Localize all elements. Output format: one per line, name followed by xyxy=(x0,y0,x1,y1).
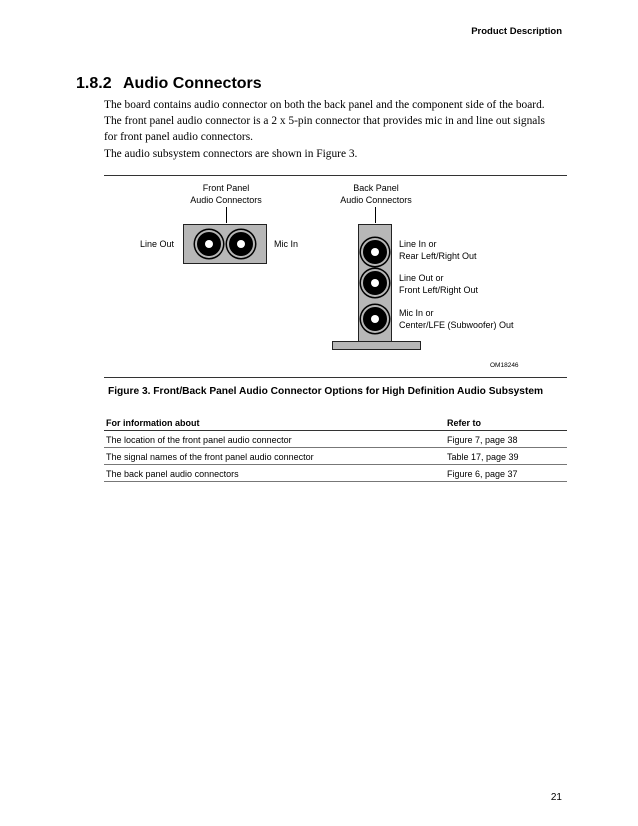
table-cell-about: The signal names of the front panel audio connector xyxy=(104,448,445,465)
back-jack3-label-line1: Mic In or xyxy=(399,308,434,318)
back-jack1-label xyxy=(399,238,477,262)
table-cell-about: The location of the front panel audio connector xyxy=(104,431,445,448)
mic-in-label: Mic In xyxy=(274,239,299,249)
table-cell-refer[interactable]: Table 17, page 39 xyxy=(445,448,567,465)
intro-line-1: The board contains audio connector on both the back panel and the component side of the board. xyxy=(104,99,545,111)
table-header-refer: Refer to xyxy=(445,414,567,431)
figure-top-rule xyxy=(104,175,567,176)
front-panel-leader-line xyxy=(226,207,227,223)
section-heading xyxy=(76,75,262,93)
section-title: Audio Connectors xyxy=(123,75,262,92)
back-panel-title xyxy=(326,182,426,206)
table-row xyxy=(104,465,567,482)
back-jack3-label-line2: Center/LFE (Subwoofer) Out xyxy=(399,320,514,330)
line-in-jack xyxy=(363,240,387,264)
line-out-jack xyxy=(197,232,221,256)
page-number: 21 xyxy=(550,792,562,803)
line-out-label: Line Out xyxy=(140,239,175,249)
intro-paragraph xyxy=(104,97,574,145)
back-jack2-label-line2: Front Left/Right Out xyxy=(399,285,479,295)
table-cell-refer[interactable]: Figure 7, page 38 xyxy=(445,431,567,448)
front-panel-title-line1: Front Panel xyxy=(202,183,250,193)
back-jack2-label xyxy=(399,272,478,296)
figure-caption: Figure 3. Front/Back Panel Audio Connector Options for High Definition Audio Subsystem xyxy=(108,386,544,397)
back-panel-leader-line xyxy=(375,207,376,223)
section-number: 1.8.2 xyxy=(76,75,112,92)
table-header-about: For information about xyxy=(104,414,445,431)
back-panel-title-line1: Back Panel xyxy=(353,183,399,193)
running-header: Product Description xyxy=(471,26,562,37)
table-header-row xyxy=(104,414,567,431)
front-panel-title xyxy=(176,182,276,206)
front-panel-title-line2: Audio Connectors xyxy=(190,195,262,205)
back-panel-bracket xyxy=(332,341,421,350)
intro-line-3: for front panel audio connectors. xyxy=(104,131,253,143)
back-jack2-label-line1: Line Out or xyxy=(399,273,444,283)
front-panel-connector-block xyxy=(183,224,267,264)
figure-code: OM18246 xyxy=(490,362,519,369)
back-jack1-label-line1: Line In or xyxy=(399,239,437,249)
intro-line-2: The front panel audio connector is a 2 x 5-pin connector that provides mic in and line out signals xyxy=(104,115,545,127)
table-row xyxy=(104,431,567,448)
table-row xyxy=(104,448,567,465)
figure-bottom-rule xyxy=(104,377,567,378)
line-out-back-jack xyxy=(363,271,387,295)
back-panel-title-line2: Audio Connectors xyxy=(340,195,412,205)
back-jack3-label xyxy=(399,307,514,331)
mic-in-jack xyxy=(229,232,253,256)
mic-in-back-jack xyxy=(363,307,387,331)
reference-table xyxy=(104,414,567,482)
table-cell-refer[interactable]: Figure 6, page 37 xyxy=(445,465,567,482)
back-jack1-label-line2: Rear Left/Right Out xyxy=(399,251,477,261)
table-cell-about: The back panel audio connectors xyxy=(104,465,445,482)
subsystem-paragraph: The audio subsystem connectors are shown in Figure 3. xyxy=(104,148,358,160)
